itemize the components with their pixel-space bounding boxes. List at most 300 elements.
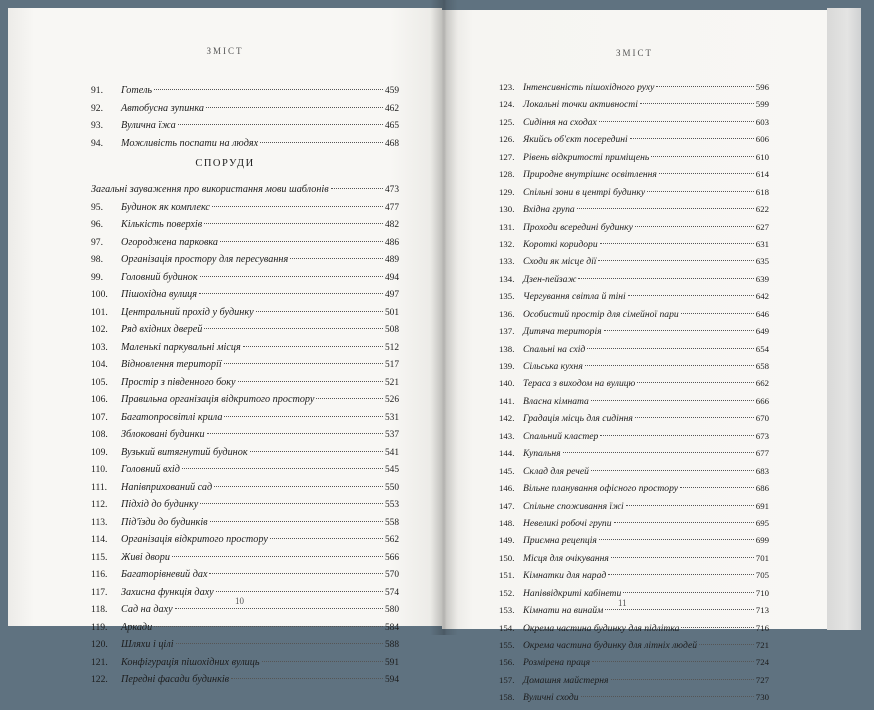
entry-number: 127.: [499, 151, 515, 162]
toc-entry: [499, 82, 769, 99]
entry-title: Спальні на схід: [523, 343, 586, 355]
entry-title: Сад на даху: [121, 604, 173, 615]
entry-page-number: 701: [755, 552, 769, 563]
entry-title: Готель: [121, 85, 153, 96]
toc-entry: [91, 517, 399, 535]
entry-title: Локальні точки активності: [523, 99, 638, 111]
entry-number: 120.: [91, 639, 108, 650]
entry-title: Автобусна зупинка: [121, 102, 204, 114]
entry-number: 124.: [499, 99, 515, 110]
dot-leader: [154, 626, 383, 627]
dot-leader: [262, 661, 383, 662]
entry-page-number: 695: [755, 517, 769, 528]
entry-page-number: 606: [755, 134, 769, 145]
entry-page-number: 713: [755, 605, 769, 616]
entry-page-number: 508: [384, 325, 399, 335]
entry-page-number: 635: [755, 256, 769, 267]
entry-number: 132.: [499, 238, 515, 249]
dot-leader: [640, 103, 754, 104]
dot-leader: [175, 608, 383, 609]
toc-entry: [499, 187, 769, 204]
dot-leader: [224, 416, 382, 417]
entry-number: 94.: [91, 137, 103, 149]
entry-title: Ряд вхідних дверей: [121, 324, 203, 335]
dot-leader: [681, 627, 753, 628]
entry-page-number: 724: [755, 657, 769, 668]
dot-leader: [207, 433, 383, 434]
entry-page-number: 662: [755, 378, 769, 389]
entry-title: Спільне споживання їжі: [523, 500, 624, 512]
toc-entry: [499, 431, 769, 448]
dot-leader: [256, 311, 383, 312]
entry-number: 116.: [91, 569, 108, 580]
entry-title: Чергування світла й тіні: [523, 291, 626, 303]
entry-number: 106.: [91, 394, 108, 405]
entry-title: Приємна рецепція: [523, 535, 597, 547]
dot-leader: [699, 644, 754, 645]
toc-entry: [91, 569, 399, 587]
entry-number: 134.: [499, 273, 515, 284]
entry-number: 98.: [91, 254, 103, 265]
entry-number: 146.: [499, 483, 515, 494]
toc-entry: [91, 429, 399, 447]
entry-page-number: 599: [755, 99, 769, 110]
dot-leader: [656, 86, 753, 87]
right-running-header: ЗМІСТ: [615, 48, 653, 58]
dot-leader: [659, 173, 754, 174]
entry-number: 149.: [499, 535, 515, 546]
entry-number: 96.: [91, 219, 103, 230]
dot-leader: [331, 188, 383, 189]
entry-number: 105.: [91, 376, 108, 388]
entry-number: 143.: [499, 430, 515, 441]
entry-page-number: 489: [384, 255, 399, 265]
entry-number: 157.: [499, 674, 515, 685]
dot-leader: [614, 522, 754, 523]
entry-title: Багатопросвітлі крила: [121, 411, 223, 423]
dot-leader: [563, 452, 754, 453]
toc-list-top: [91, 85, 399, 155]
dot-leader: [204, 223, 383, 224]
toc-entry: [499, 239, 769, 256]
dot-leader: [210, 521, 383, 522]
entry-number: 153.: [499, 605, 515, 616]
entry-page-number: 550: [384, 482, 399, 493]
toc-entry: [91, 587, 399, 605]
dot-leader: [600, 243, 754, 244]
entry-title: Центральний прохід у будинку: [121, 306, 254, 318]
dot-leader: [599, 121, 754, 122]
toc-list: [499, 82, 769, 710]
dot-leader: [600, 435, 753, 436]
entry-title: Спальний кластер: [523, 430, 599, 442]
toc-entry: [91, 85, 399, 103]
entry-title: Підхід до будинку: [121, 499, 199, 510]
entry-number: 122.: [91, 674, 108, 685]
dot-leader: [591, 400, 754, 401]
toc-entry: [91, 359, 399, 377]
entry-page-number: 531: [384, 412, 399, 423]
dot-leader: [231, 678, 383, 679]
entry-title: Інтенсивність пішохідного руху: [523, 82, 655, 93]
entry-number: 147.: [499, 500, 515, 511]
entry-page-number: 473: [384, 185, 399, 195]
dot-leader: [176, 643, 383, 644]
entry-title: Багаторівневий дах: [121, 569, 208, 580]
entry-page-number: 545: [384, 465, 399, 475]
entry-page-number: 677: [755, 448, 769, 459]
entry-page-number: 646: [755, 308, 769, 319]
entry-number: 152.: [499, 587, 515, 598]
entry-title: Особистий простір для сімейної пари: [523, 308, 679, 320]
toc-entry: [499, 222, 769, 239]
entry-page-number: 459: [384, 86, 399, 96]
dot-leader: [608, 574, 754, 575]
entry-title: Простір з південного боку: [121, 376, 236, 388]
entry-title: Невеликі робочі групи: [523, 517, 612, 529]
dot-leader: [681, 313, 754, 314]
entry-title: Головний будинок: [121, 271, 198, 283]
toc-entry: [91, 103, 399, 121]
entry-page-number: 591: [384, 657, 399, 668]
entry-number: 117.: [91, 586, 108, 598]
entry-number: 104.: [91, 359, 108, 370]
entry-number: 156.: [499, 657, 515, 668]
entry-page-number: 486: [384, 237, 399, 248]
entry-title: Розмірена праця: [523, 657, 591, 669]
toc-entry: [499, 605, 769, 622]
dot-leader: [637, 382, 753, 383]
entry-number: 91.: [91, 85, 103, 96]
toc-entry: [91, 552, 399, 570]
dot-leader: [316, 398, 383, 399]
entry-page-number: 658: [755, 361, 769, 371]
entry-number: 111.: [91, 481, 108, 493]
entry-page-number: 721: [755, 640, 769, 650]
toc-list-bottom: [91, 184, 399, 692]
entry-page-number: 558: [384, 517, 399, 528]
entry-number: 130.: [499, 204, 515, 215]
entry-title: Купальня: [523, 448, 561, 460]
dot-leader: [178, 124, 383, 125]
entry-page-number: 603: [755, 116, 769, 127]
toc-entry: [91, 657, 399, 675]
entry-number: 158.: [499, 692, 515, 703]
dot-leader: [224, 363, 383, 364]
entry-title: Організація відкритого простору: [121, 534, 268, 545]
entry-title: Пішохідна вулиця: [121, 289, 198, 300]
toc-entry: [91, 120, 399, 138]
entry-title: Тераса з виходом на вулицю: [523, 378, 636, 390]
entry-number: 101.: [91, 306, 108, 318]
dot-leader: [598, 260, 753, 261]
entry-title: Аркади: [121, 621, 153, 633]
entry-number: 99.: [91, 271, 103, 283]
entry-page-number: 594: [384, 675, 399, 685]
left-page: [8, 8, 442, 685]
entry-page-number: 618: [755, 186, 769, 197]
entry-number: 148.: [499, 517, 515, 528]
entry-title: Природне внутрішнє освітлення: [523, 169, 657, 181]
dot-leader: [578, 278, 753, 279]
entry-number: 154.: [499, 622, 515, 633]
dot-leader: [216, 591, 383, 592]
entry-title: Проходи всередині будинку: [523, 221, 633, 233]
toc-entry: [91, 394, 399, 412]
entry-page-number: 642: [755, 291, 769, 302]
dot-leader: [626, 505, 754, 506]
entry-title: Вуличні сходи: [523, 692, 579, 704]
entry-number: 113.: [91, 516, 108, 528]
entry-page-number: 710: [755, 587, 769, 598]
entry-page-number: 553: [384, 500, 399, 510]
entry-page-number: 622: [755, 204, 769, 215]
entry-title: Організація простору для пересування: [121, 254, 289, 265]
entry-number: 135.: [499, 291, 515, 302]
toc-entry: [499, 326, 769, 343]
entry-page-number: 537: [384, 430, 399, 440]
dot-leader: [581, 696, 754, 697]
entry-page-number: 494: [384, 272, 399, 283]
entry-number: 141.: [499, 395, 515, 406]
dot-leader: [220, 241, 383, 242]
dot-leader: [200, 276, 383, 277]
dot-leader: [214, 486, 383, 487]
dot-leader: [243, 346, 383, 347]
entry-title: Можливість поспати на людях: [121, 137, 259, 149]
toc-entry: [499, 623, 769, 640]
entry-page-number: 727: [755, 674, 769, 685]
entry-number: 110.: [91, 464, 108, 475]
entry-title: Відновлення території: [121, 359, 222, 370]
entry-number: 137.: [499, 326, 515, 337]
entry-number: 109.: [91, 446, 108, 458]
toc-entry: [499, 570, 769, 587]
entry-number: 150.: [499, 552, 515, 563]
dot-leader: [604, 330, 754, 331]
toc-entry: [91, 202, 399, 220]
toc-entry: [499, 675, 769, 692]
entry-title: Вільне планування офісного простору: [523, 483, 679, 495]
entry-page-number: 468: [384, 138, 399, 149]
entry-page-number: 517: [384, 360, 399, 370]
toc-entry: [499, 134, 769, 151]
entry-title: Шляхи і цілі: [121, 639, 174, 650]
entry-title: Головний вхід: [121, 464, 180, 475]
entry-page-number: 566: [384, 552, 399, 563]
entry-title: Дзен-пейзаж: [523, 273, 577, 285]
dot-leader: [647, 191, 754, 192]
toc-entry: [91, 499, 399, 517]
entry-page-number: 699: [755, 535, 769, 546]
entry-number: 93.: [91, 120, 103, 131]
dot-leader: [611, 557, 754, 558]
entry-number: 140.: [499, 378, 515, 389]
entry-page-number: 541: [384, 447, 399, 458]
toc-entry: [91, 272, 399, 290]
entry-title: Передні фасади будинків: [121, 674, 230, 685]
toc-entry: [91, 447, 399, 465]
entry-page-number: 730: [755, 692, 769, 703]
dot-leader: [199, 293, 383, 294]
entry-title: Якийсь об'єкт посередині: [523, 134, 628, 146]
toc-entry: [499, 152, 769, 169]
toc-entry: [499, 344, 769, 361]
entry-number: 103.: [91, 341, 108, 353]
entry-title: Рівень відкритості приміщень: [523, 151, 650, 163]
entry-title: Градація місць для сидіння: [523, 413, 633, 425]
toc-entry: [499, 553, 769, 570]
entry-number: 126.: [499, 134, 515, 145]
entry-page-number: 654: [755, 343, 769, 354]
dot-leader: [587, 348, 754, 349]
toc-entry: [499, 692, 769, 709]
entry-page-number: 501: [384, 307, 399, 318]
dot-leader: [260, 142, 383, 143]
toc-entry: [499, 309, 769, 326]
entry-number: 136.: [499, 308, 515, 319]
entry-title: Окрема частина будинку для літніх людей: [523, 640, 698, 651]
toc-entry: [91, 639, 399, 657]
left-folio: 10: [235, 596, 244, 606]
entry-page-number: 683: [755, 465, 769, 476]
entry-title: Захисна функція даху: [121, 586, 214, 598]
entry-number: 108.: [91, 429, 108, 440]
entry-title: Домашня майстерня: [523, 674, 609, 686]
toc-entry: [499, 99, 769, 116]
toc-entry: [499, 483, 769, 500]
entry-page-number: 570: [384, 570, 399, 580]
dot-leader: [599, 539, 754, 540]
dot-leader: [212, 206, 383, 207]
entry-page-number: 596: [755, 82, 769, 92]
entry-page-number: 627: [755, 221, 769, 232]
dot-leader: [630, 138, 754, 139]
entry-number: 128.: [499, 169, 515, 180]
toc-entry: [499, 501, 769, 518]
toc-entry: [91, 307, 399, 325]
entry-page-number: 649: [755, 326, 769, 337]
page-edge: [827, 8, 861, 630]
entry-page-number: 670: [755, 413, 769, 424]
toc-entry: [499, 274, 769, 291]
toc-entry: [91, 219, 399, 237]
dot-leader: [270, 538, 383, 539]
entry-number: 95.: [91, 201, 103, 213]
entry-page-number: 526: [384, 395, 399, 405]
entry-title: Напіввідкриті кабінети: [523, 587, 622, 599]
toc-entry: [499, 657, 769, 674]
entry-number: 139.: [499, 361, 515, 371]
toc-entry: [499, 396, 769, 413]
entry-number: 118.: [91, 604, 108, 615]
entry-page-number: 705: [755, 570, 769, 581]
toc-entry: [91, 289, 399, 307]
entry-page-number: 562: [384, 535, 399, 545]
entry-page-number: 465: [384, 121, 399, 131]
entry-page-number: 482: [384, 220, 399, 230]
entry-title: Живі двори: [121, 551, 170, 563]
dot-leader: [585, 365, 754, 366]
entry-number: 131.: [499, 221, 515, 232]
entry-page-number: 521: [384, 377, 399, 388]
entry-title: Дитяча територія: [523, 326, 602, 338]
dot-leader: [635, 226, 754, 227]
dot-leader: [172, 556, 383, 557]
entry-page-number: 639: [755, 273, 769, 284]
entry-page-number: 477: [384, 202, 399, 213]
entry-number: 100.: [91, 289, 108, 300]
entry-page-number: 574: [384, 587, 399, 598]
toc-entry: [499, 361, 769, 378]
toc-entry: [91, 237, 399, 255]
dot-leader: [623, 592, 754, 593]
dot-leader: [238, 381, 383, 382]
left-running-header: ЗМІСТ: [206, 46, 244, 56]
toc-entry: [499, 413, 769, 430]
dot-leader: [290, 258, 383, 259]
entry-title: Загальні зауваження про використання мови шаблонів: [91, 184, 329, 195]
toc-entry: [91, 377, 399, 395]
toc-entry: [499, 448, 769, 465]
dot-leader: [635, 417, 754, 418]
dot-leader: [611, 679, 754, 680]
entry-page-number: 512: [384, 342, 399, 353]
entry-number: 138.: [499, 343, 515, 354]
entry-number: 145.: [499, 465, 515, 476]
dot-leader: [651, 156, 754, 157]
entry-number: 112.: [91, 499, 108, 510]
toc-entry: [499, 535, 769, 552]
toc-entry: [499, 378, 769, 395]
dot-leader: [605, 609, 754, 610]
toc-entry: [499, 640, 769, 657]
dot-leader: [591, 470, 754, 471]
entry-page-number: 673: [755, 430, 769, 441]
entry-title: Огороджена парковка: [121, 236, 218, 248]
entry-title: Місця для очікування: [523, 552, 609, 564]
toc-entry: [91, 254, 399, 272]
entry-title: Конфігурація пішохідних вулиць: [121, 656, 260, 668]
entry-number: 125.: [499, 116, 515, 127]
toc-entry: [91, 464, 399, 482]
toc-entry: [499, 291, 769, 308]
toc-entry: [91, 412, 399, 430]
entry-number: 107.: [91, 411, 108, 423]
dot-leader: [182, 468, 383, 469]
entry-page-number: 666: [755, 395, 769, 406]
toc-entry: [499, 204, 769, 221]
entry-page-number: 588: [384, 640, 399, 650]
toc-entry: [499, 588, 769, 605]
toc-entry: [499, 256, 769, 273]
entry-number: 144.: [499, 448, 515, 459]
toc-entry: [499, 117, 769, 134]
entry-title: Кількість поверхів: [121, 219, 203, 230]
entry-number: 92.: [91, 102, 103, 114]
entry-page-number: 631: [755, 238, 769, 249]
entry-title: Зблоковані будинки: [121, 429, 205, 440]
dot-leader: [592, 661, 754, 662]
entry-title: Окрема частина будинку для підлітка: [523, 622, 680, 634]
entry-number: 155.: [499, 640, 515, 650]
entry-title: Спільні зони в центрі будинку: [523, 186, 646, 198]
entry-page-number: 686: [755, 483, 769, 494]
entry-title: Короткі коридори: [523, 238, 598, 250]
dot-leader: [204, 328, 383, 329]
entry-title: Власна кімната: [523, 395, 589, 407]
toc-entry: [499, 169, 769, 186]
